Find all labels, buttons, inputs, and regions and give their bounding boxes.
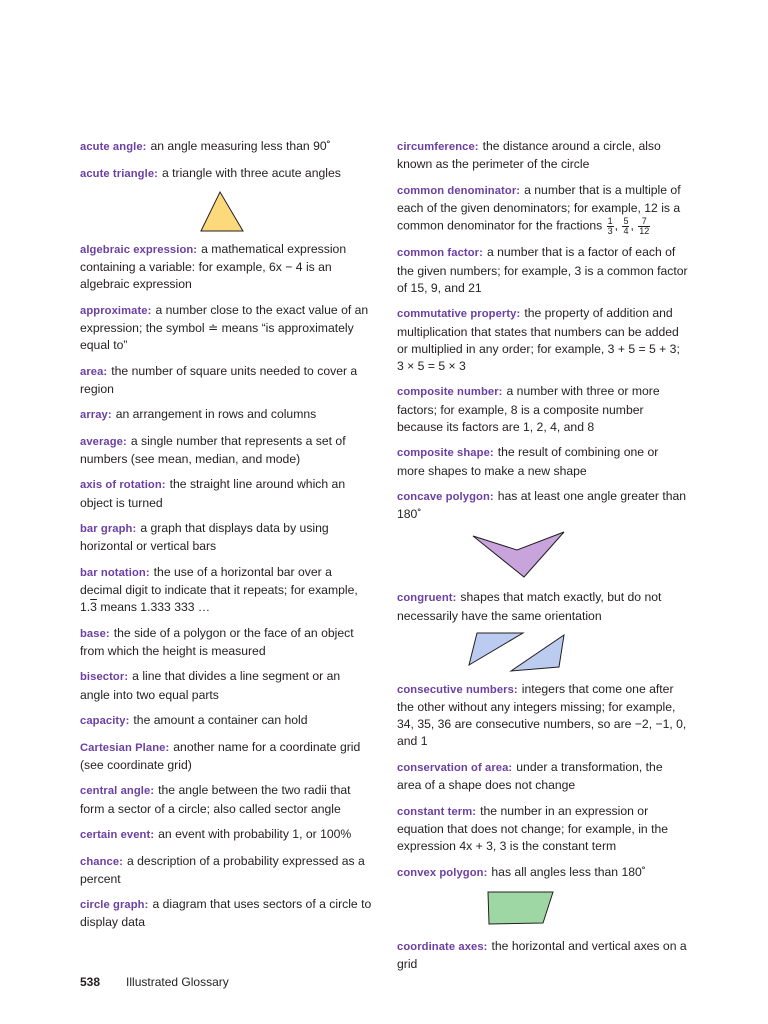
glossary-entry-common-denominator: common denominator: a number that is a multiple of each of the given denominators; for example, 12 is a common denominator for the fractions $\frac{1}{3}$ , $\frac{5}{4}$ , $\frac{7}{12}$ <box>397 182 681 237</box>
definition: has all angles less than 180˚ <box>491 864 646 879</box>
term: bar graph: <box>80 523 137 536</box>
denominator: 12 <box>639 226 650 237</box>
term: algebraic expression: <box>80 243 198 256</box>
definition-start: the use of a horizontal bar over a decimal digit to indicate that it repeats; for example, 1. <box>80 564 358 615</box>
glossary-entry-bar-graph <box>80 520 372 555</box>
denominator: 3 <box>607 226 613 237</box>
term: coordinate axes: <box>397 940 488 953</box>
definition: the horizontal and vertical axes on a grid <box>397 938 687 971</box>
glossary-entry-circumference <box>397 138 689 173</box>
fraction-seven-twelfths <box>638 217 650 236</box>
definition: a triangle with three acute angles <box>161 165 341 180</box>
definition: the straight line around which an object is turned <box>80 477 346 510</box>
page-footer <box>80 975 229 989</box>
glossary-entry-composite-number <box>397 383 689 436</box>
term: commutative property: <box>397 308 521 321</box>
definition: a description of a probability expressed as a percent <box>80 853 365 886</box>
glossary-column-right <box>397 138 689 981</box>
definition: a single number that represents a set of numbers (see mean, median, and mode) <box>80 433 346 466</box>
glossary-entry-central-angle <box>80 782 372 817</box>
glossary-entry-constant-term <box>397 803 689 856</box>
glossary-entry-commutative-property <box>397 305 689 375</box>
definition-end: means 1.333 333 … <box>96 600 211 615</box>
fraction-one-third <box>607 217 614 236</box>
definition: a number with three or more factors; for example, 8 is a composite number because its factors are 1, 2, 4, and 8 <box>397 384 660 434</box>
glossary-entry-bar-notation <box>80 564 372 617</box>
term: congruent: <box>397 592 457 605</box>
definition: the property of addition and multiplication that states that numbers can be added or multiplied in any order; for example, 3 + 5 = 5 + 3; 3 × 5 = 5 × 3 <box>397 306 680 373</box>
definition: the angle between the two radii that form a sector of a circle; also called sector angle <box>80 783 351 816</box>
term: conservation of area: <box>397 761 513 774</box>
term: Cartesian Plane: <box>80 741 170 754</box>
glossary-entry-array <box>80 406 372 424</box>
definition: a mathematical expression containing a variable: for example, 6x − 4 is an algebraic expression <box>80 241 347 292</box>
glossary-entry-approximate <box>80 302 372 355</box>
definition: a graph that displays data by using horizontal or vertical bars <box>80 521 329 554</box>
glossary-entry-certain-event <box>80 826 372 844</box>
numerator: 5 <box>623 216 629 227</box>
glossary-entry-concave-polygon <box>397 488 689 523</box>
numerator: 7 <box>638 217 650 227</box>
glossary-entry-congruent <box>397 589 689 624</box>
term: approximate: <box>80 304 152 317</box>
term: acute triangle: <box>80 167 158 180</box>
page-number: 538 <box>80 975 101 989</box>
term: capacity: <box>80 715 130 728</box>
term: consecutive numbers: <box>397 683 518 696</box>
term: area: <box>80 365 108 378</box>
term: common factor: <box>397 247 483 260</box>
definition: the distance around a circle, also known as the perimeter of the circle <box>397 139 661 172</box>
term: array: <box>80 409 112 422</box>
definition: the result of combining one or more shapes to make a new shape <box>397 445 659 478</box>
definition: the number in an expression or equation that does not change; for example, in the expression 4x + 3, 3 is the constant term <box>397 803 669 854</box>
term: convex polygon: <box>397 866 488 879</box>
definition: integers that come one after the other without any integers missing; for example, 34, 35, 36 are consecutive numbers, so are −2, −1, 0, and 1 <box>397 681 687 749</box>
definition: the amount a container can hold <box>133 713 308 728</box>
fraction-five-quarters <box>622 217 629 236</box>
repeating-digit: 3 <box>90 600 97 615</box>
numerator: 1 <box>607 216 613 227</box>
term: acute angle: <box>80 141 147 153</box>
term: certain event: <box>80 829 155 842</box>
term: bisector: <box>80 671 129 684</box>
glossary-entry-common-factor <box>397 244 689 297</box>
definition: has at least one angle greater than 180˚ <box>397 489 687 522</box>
definition: shapes that match exactly, but do not necessarily have the same orientation <box>397 590 662 623</box>
definition: the side of a polygon or the face of an object from which the height is measured <box>80 625 354 658</box>
glossary-entry-chance <box>80 853 372 888</box>
definition: an event with probability 1, or 100% <box>158 827 352 842</box>
definition: another name for a coordinate grid (see coordinate grid) <box>80 739 361 772</box>
glossary-column-left <box>80 138 372 940</box>
definition: an arrangement in rows and columns <box>115 407 317 422</box>
glossary-entry-capacity <box>80 712 372 730</box>
denominator: 4 <box>623 226 629 237</box>
glossary-entry-acute-angle <box>80 138 372 156</box>
definition: an angle measuring less than 90˚ <box>150 139 331 153</box>
glossary-entry-circle-graph <box>80 896 372 931</box>
term: average: <box>80 435 127 448</box>
glossary-entry-composite-shape <box>397 444 689 479</box>
term: composite number: <box>397 386 503 399</box>
term: base: <box>80 627 110 640</box>
glossary-entry-axis-of-rotation <box>80 476 372 511</box>
glossary-entry-algebraic-expression <box>80 241 372 294</box>
term: concave polygon: <box>397 491 494 504</box>
glossary-entry-area <box>80 363 372 398</box>
acute-triangle-illustration <box>80 187 372 233</box>
term: chance: <box>80 855 123 868</box>
glossary-entry-base <box>80 625 372 660</box>
glossary-entry-conservation-of-area <box>397 759 689 794</box>
concave-polygon-illustration <box>397 527 689 581</box>
term: circumference: <box>397 141 479 153</box>
glossary-entry-convex-polygon <box>397 864 689 882</box>
definition: the number of square units needed to cover a region <box>80 363 358 396</box>
footer-section-title: Illustrated Glossary <box>126 975 229 989</box>
definition: a number that is a multiple of each of the given denominators; for example, 12 is a common denominator for the fractions <box>397 182 681 233</box>
glossary-entry-average <box>80 433 372 468</box>
definition: under a transformation, the area of a shape does not change <box>397 759 663 793</box>
glossary-entry-coordinate-axes <box>397 938 689 973</box>
convex-polygon-illustration <box>397 886 689 930</box>
term: constant term: <box>397 805 477 818</box>
congruent-shapes-illustration <box>397 629 689 673</box>
term: central angle: <box>80 785 155 798</box>
term: composite shape: <box>397 447 494 460</box>
glossary-entry-consecutive-numbers <box>397 681 689 751</box>
term: axis of rotation: <box>80 479 166 492</box>
term: common denominator: <box>397 184 521 197</box>
definition: a number close to the exact value of an expression; the symbol ≐ means “is approximately equal to” <box>80 302 369 353</box>
definition: a line that divides a line segment or an angle into two equal parts <box>80 669 341 702</box>
glossary-entry-cartesian-plane <box>80 739 372 774</box>
term: bar notation: <box>80 566 150 579</box>
definition: a diagram that uses sectors of a circle to display data <box>80 897 372 930</box>
glossary-entry-bisector <box>80 668 372 703</box>
glossary-entry-acute-triangle <box>80 165 372 183</box>
term: circle graph: <box>80 899 149 912</box>
definition: a number that is a factor of each of the given numbers; for example, 3 is a common factor of 15, 9, and 21 <box>397 245 688 295</box>
